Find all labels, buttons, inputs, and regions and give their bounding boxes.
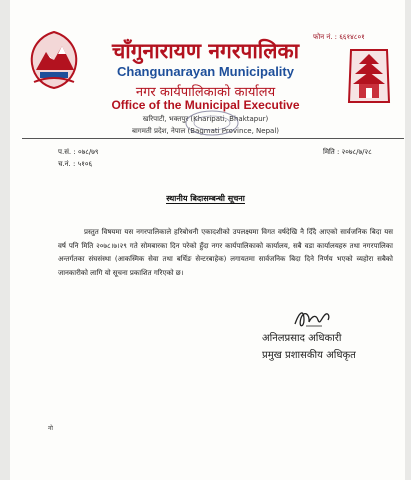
municipality-name-english: Changunarayan Municipality <box>117 64 294 79</box>
municipality-name-nepali: चाँगुनारायण नगरपालिका <box>111 39 300 63</box>
address-line-2: बागमती प्रदेश, नेपाल (Bagmati Province, Nepal) <box>132 127 279 135</box>
dispatch-number: च.नं. : ५१०६ <box>58 160 93 168</box>
letter-body: प्रस्तुत विषयमा यस नगरपालिकाले हरिबोधनी एकादशीको उपलक्ष्यमा विगत वर्षदेखि नै दिँदै आएको सार्वजनिक बिदा यस वर्ष पनि मिति २०७८।७।२९ गते सोमबारका दिन परेको हुँदा नगर कार्यपालिकाको कार्यालय, सबै वडा कार्यालयहरु तथा नगरपालिका अन्तर्गतका संघसंस्था (आकस्मिक सेवा तथा बर्थिङ सेन्टरबाहेक) लगायतमा सार्वजनिक बिदा दिने निर्णय भएको व्यहोरा सबैको जानकारीको लागि यो सूचना प्रकाशित गरिएको छ। <box>58 228 393 277</box>
letter-subject <box>0 193 411 204</box>
office-name-nepali: नगर कार्यपालिकाको कार्यालय <box>135 85 276 100</box>
header-divider <box>22 138 404 139</box>
phone-number: फोन नं. : ६६१४८०१ <box>313 33 365 41</box>
signatory-name: अनिलप्रसाद अधिकारी <box>262 333 342 344</box>
office-name-english: Office of the Municipal Executive <box>111 98 300 112</box>
signatory-designation: प्रमुख प्रशासकीय अधिकृत <box>262 350 356 361</box>
office-stamp <box>183 108 241 138</box>
footer-mark: नो <box>48 425 53 432</box>
letter-date: मिति : २०७८/७/२८ <box>323 148 372 156</box>
handwritten-signature <box>292 306 332 332</box>
address-line-1: खरिपाटी, भक्तपुर (Kharipati, Bhaktapur) <box>142 115 269 123</box>
reference-number: प.सं. : ०७८/७९ <box>58 148 99 156</box>
subject-text: स्थानीय बिदासम्बन्धी सूचना <box>166 194 245 203</box>
